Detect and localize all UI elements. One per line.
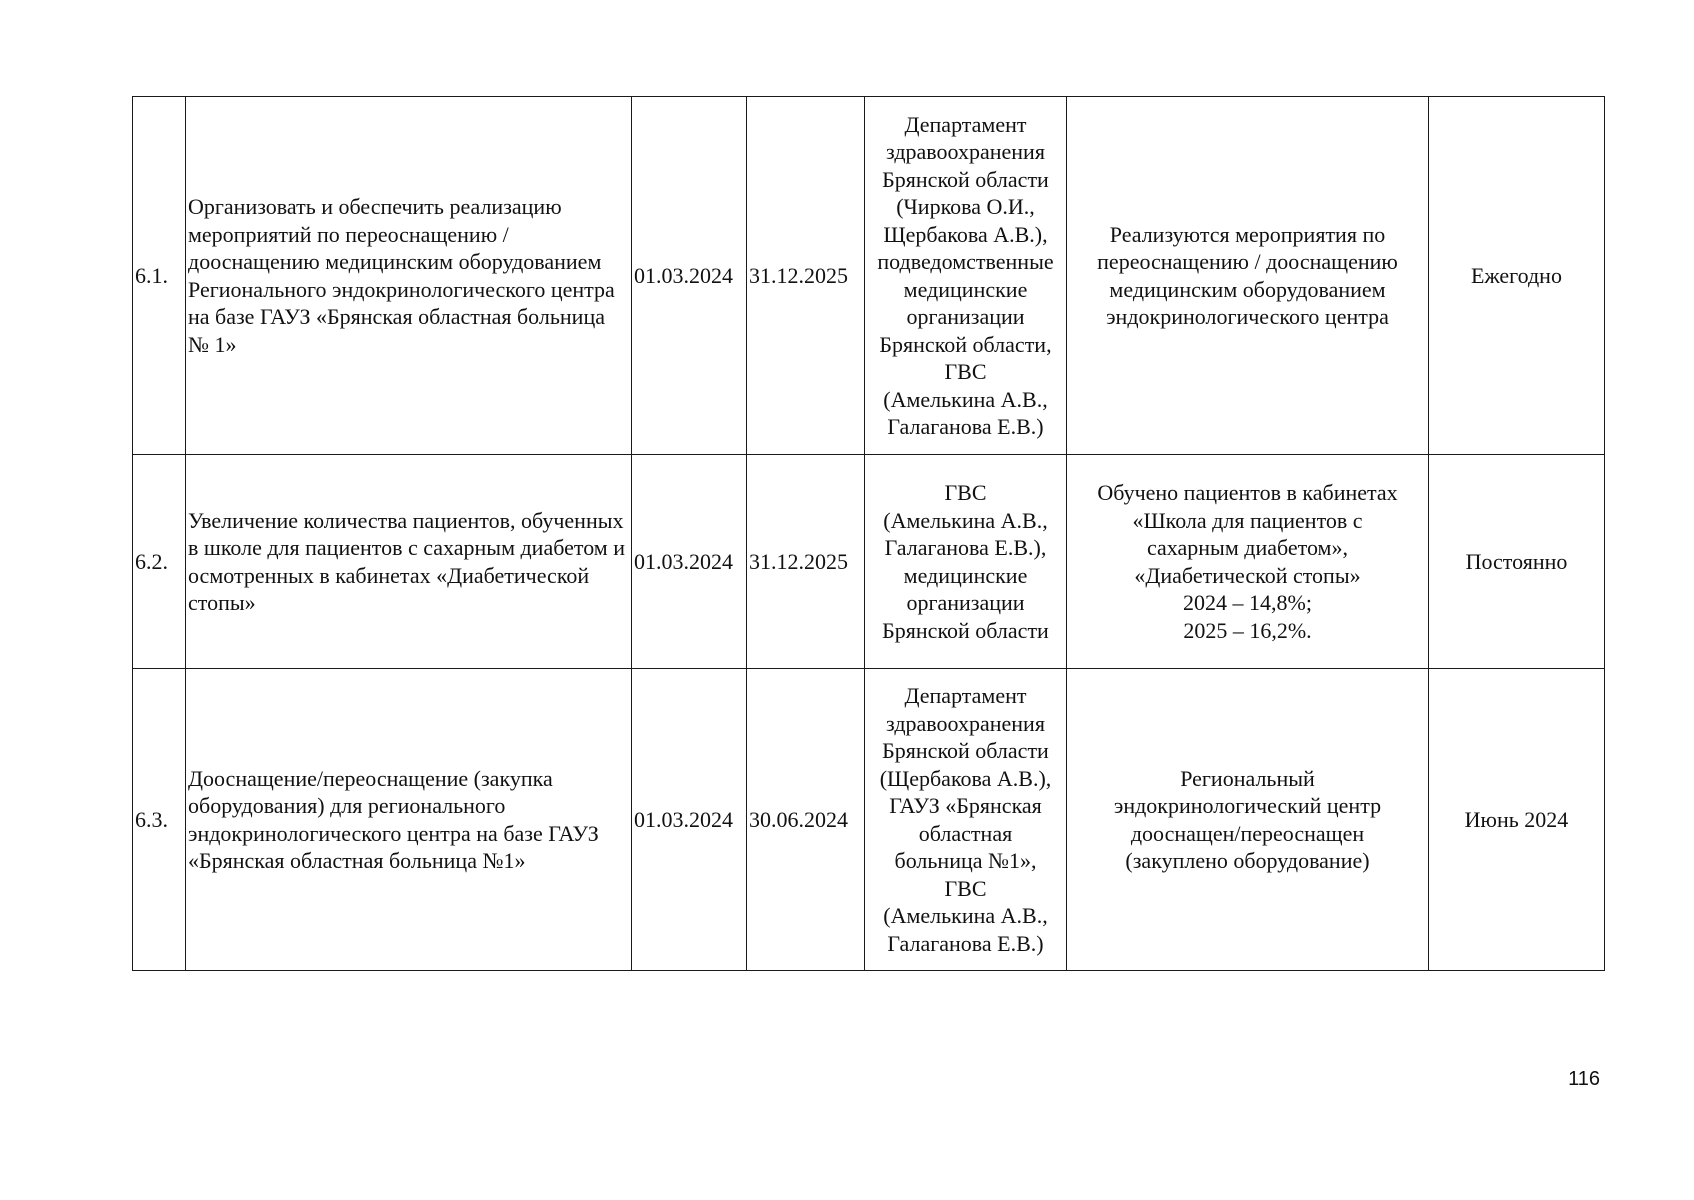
responsible-line: организации [906, 590, 1025, 615]
responsible-line: больница №1», [894, 848, 1037, 873]
responsible-line: Брянской области [882, 617, 1049, 643]
responsible-line: медицинские [903, 276, 1028, 302]
plan-table [132, 96, 1605, 971]
responsible-line: (Амелькина А.В., [883, 386, 1048, 412]
responsible-line: организации [906, 304, 1025, 329]
row-number: 6.2. [133, 455, 186, 669]
responsible-line: (Амелькина А.В., [883, 507, 1048, 533]
start-date: 01.03.2024 [632, 669, 747, 971]
result-line: эндокринологического центра [1106, 304, 1389, 329]
result-line: медицинским оборудованием [1109, 276, 1386, 302]
start-date: 01.03.2024 [632, 97, 747, 455]
table-row [133, 455, 1605, 669]
expected-result [1067, 455, 1429, 669]
responsible-parties [865, 455, 1067, 669]
task-description: Увеличение количества пациентов, обученных в школе для пациентов с сахарным диабетом и осмотренных в кабинетах «Диабетической стопы» [186, 455, 632, 669]
result-line: переоснащению / дооснащению [1097, 249, 1398, 274]
responsible-parties [865, 669, 1067, 971]
responsible-line: (Щербакова А.В.), [879, 765, 1052, 791]
term: Постоянно [1429, 455, 1605, 669]
end-date: 30.06.2024 [747, 669, 865, 971]
responsible-line: Галаганова Е.В.) [887, 930, 1044, 956]
table-row [133, 97, 1605, 455]
expected-result [1067, 97, 1429, 455]
table-row [133, 669, 1605, 971]
responsible-line: Брянской области [882, 738, 1049, 763]
responsible-line: Департамент [904, 111, 1027, 137]
result-line: Региональный [1180, 765, 1315, 791]
result-line: Реализуются мероприятия по [1109, 221, 1386, 247]
responsible-line: ГАУЗ «Брянская [889, 793, 1042, 818]
responsible-line: (Амелькина А.В., [883, 903, 1048, 928]
page-number: 116 [1568, 1068, 1600, 1090]
row-number: 6.3. [133, 669, 186, 971]
term: Июнь 2024 [1429, 669, 1605, 971]
result-line: 2025 – 16,2%. [1183, 617, 1312, 643]
responsible-line: областная [918, 820, 1013, 846]
responsible-line: Щербакова А.В.), [883, 221, 1048, 247]
responsible-line: Департамент [904, 683, 1027, 708]
responsible-line: здравоохранения [886, 139, 1045, 164]
responsible-line: Галаганова Е.В.) [887, 414, 1044, 439]
responsible-line: медицинские [903, 562, 1028, 588]
responsible-line: Брянской области, [879, 331, 1052, 357]
result-line: Обучено пациентов в кабинетах [1097, 480, 1398, 505]
result-line: «Диабетической стопы» [1134, 562, 1361, 588]
responsible-line: ГВС [944, 875, 987, 901]
term: Ежегодно [1429, 97, 1605, 455]
end-date: 31.12.2025 [747, 97, 865, 455]
responsible-line: ГВС [944, 359, 987, 384]
row-number: 6.1. [133, 97, 186, 455]
task-description: Организовать и обеспечить реализацию мероприятий по переоснащению / дооснащению медицинским оборудованием Регионального эндокринологического центра на базе ГАУЗ «Брянская областная больница № 1» [186, 97, 632, 455]
responsible-parties [865, 97, 1067, 455]
responsible-line: (Чиркова О.И., [896, 194, 1035, 219]
task-description: Дооснащение/переоснащение (закупка оборудования) для регионального эндокринологического центра на базе ГАУЗ «Брянская областная больница №1» [186, 669, 632, 971]
result-line: дооснащен/переоснащен [1130, 820, 1365, 846]
responsible-line: подведомственные [877, 249, 1054, 274]
responsible-line: ГВС [944, 480, 987, 505]
result-line: эндокринологический центр [1113, 793, 1382, 818]
responsible-line: Галаганова Е.В.), [884, 535, 1047, 560]
responsible-line: Брянской области [882, 166, 1049, 192]
responsible-line: здравоохранения [886, 710, 1045, 736]
result-line: 2024 – 14,8%; [1183, 590, 1312, 615]
result-line: (закуплено оборудование) [1125, 848, 1370, 873]
result-line: сахарным диабетом», [1147, 535, 1348, 560]
start-date: 01.03.2024 [632, 455, 747, 669]
expected-result [1067, 669, 1429, 971]
end-date: 31.12.2025 [747, 455, 865, 669]
result-line: «Школа для пациентов с [1132, 507, 1363, 533]
